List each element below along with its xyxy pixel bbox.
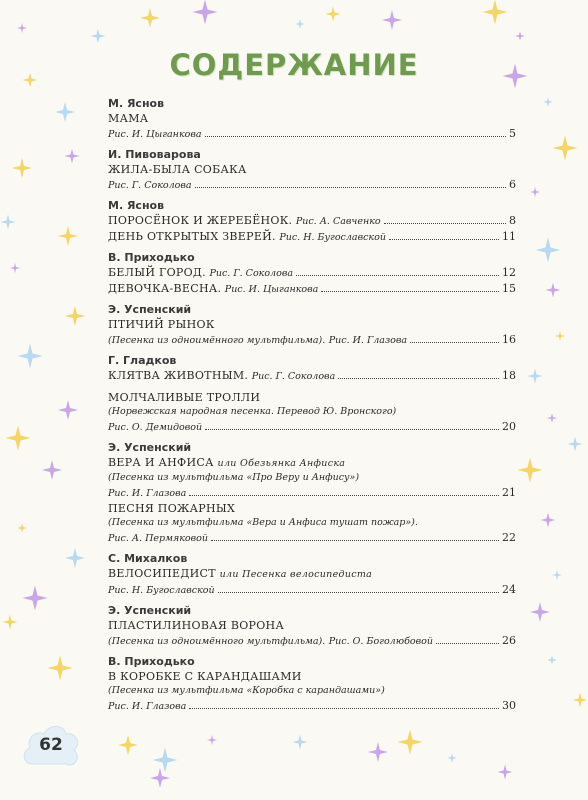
toc-page-number: 6 [509, 178, 516, 191]
star-icon [3, 615, 18, 630]
star-icon [518, 458, 543, 483]
star-icon [568, 437, 583, 452]
toc-note: (Песенка из одноимённого мультфильма). [108, 636, 326, 647]
toc-note: (Песенка из мультфильма «Коробка с карандашами») [108, 685, 385, 696]
toc-entry [108, 281, 516, 297]
page-title: СОДЕРЖАНИЕ [169, 48, 419, 82]
star-icon [536, 238, 561, 263]
toc-illustrator: Рис. Н. Бугославской [279, 232, 386, 243]
toc-work-title [108, 455, 516, 471]
toc-page-number: 21 [502, 486, 516, 499]
toc-author: В. Приходько [108, 655, 195, 668]
toc-leader-dots [321, 291, 499, 292]
toc-leader-dots [384, 223, 506, 224]
toc-section [108, 97, 516, 142]
star-icon [528, 369, 543, 384]
star-icon [573, 693, 588, 708]
toc-author: В. Приходько [108, 251, 195, 264]
toc-illustrator: Рис. И. Цыганкова [108, 129, 202, 140]
toc-section [108, 441, 516, 546]
star-icon [368, 742, 388, 762]
toc-work-name: МАМА [108, 112, 149, 125]
toc-page-number: 15 [502, 282, 516, 295]
star-icon [530, 602, 550, 622]
star-icon [55, 102, 75, 122]
toc-leader-dots [296, 275, 499, 276]
toc-section [108, 604, 516, 649]
star-icon [326, 7, 341, 22]
toc-work-title: ПОРОСЁНОК И ЖЕРЕБЁНОК. [108, 214, 293, 227]
star-icon [547, 413, 557, 423]
toc-note: (Песенка из одноимённого мультфильма). [108, 335, 326, 346]
star-icon [382, 10, 402, 30]
toc-leader-dots [205, 136, 506, 137]
toc-illustrator: Рис. Н. Бугославской [108, 585, 215, 596]
toc-illustrator: Рис. О. Боголюбовой [328, 636, 433, 647]
star-icon [58, 226, 78, 246]
star-icon [293, 735, 308, 750]
toc-page-number: 5 [509, 127, 516, 140]
toc-illustrator: Рис. И. Глазова [108, 488, 187, 499]
star-icon [6, 426, 31, 451]
toc-author: С. Михалков [108, 552, 188, 565]
toc-work-alt-title: или Обезьянка Анфиска [217, 458, 346, 469]
star-icon [447, 753, 457, 763]
toc-leader-dots [211, 540, 499, 541]
star-icon [295, 19, 305, 29]
toc-author: Э. Успенский [108, 604, 192, 617]
toc-work-title [108, 317, 516, 332]
toc-page-number: 8 [509, 214, 516, 227]
toc-entry [108, 368, 516, 384]
toc-work-title: ДЕНЬ ОТКРЫТЫХ ЗВЕРЕЙ. [108, 230, 276, 243]
star-icon [153, 748, 178, 773]
toc-work-name: ПЕСНЯ ПОЖАРНЫХ [108, 502, 236, 515]
star-icon [515, 31, 525, 41]
toc-page-number: 30 [502, 699, 516, 712]
star-icon [10, 263, 20, 273]
toc-work-name: ПТИЧИЙ РЫНОК [108, 318, 215, 331]
toc-note: (Песенка из мультфильма «Про Веру и Анфису») [108, 472, 360, 483]
star-icon [65, 548, 85, 568]
toc-section [108, 354, 516, 384]
toc-entry [108, 229, 516, 245]
toc-work-title: БЕЛЫЙ ГОРОД. [108, 266, 206, 279]
toc-entry [108, 332, 516, 348]
toc-entry [108, 582, 516, 598]
toc-author: М. Яснов [108, 199, 165, 212]
page-number: 62 [39, 735, 63, 755]
toc-entry [108, 213, 516, 229]
star-icon [553, 136, 578, 161]
star-icon [547, 655, 557, 665]
toc-page-number: 26 [502, 634, 516, 647]
star-icon [552, 570, 562, 580]
toc-section [108, 148, 516, 193]
star-icon [140, 8, 160, 28]
toc-work-title: КЛЯТВА ЖИВОТНЫМ. [108, 369, 249, 382]
star-icon [498, 765, 513, 780]
toc-leader-dots [189, 495, 499, 496]
toc-section [108, 552, 516, 598]
toc-entry [108, 698, 516, 714]
toc-work-title [108, 501, 516, 516]
toc-illustrator: Рис. О. Демидовой [108, 422, 203, 433]
toc-illustrator: Рис. И. Глазова [108, 701, 187, 712]
star-icon [207, 735, 217, 745]
toc-author: Г. Гладков [108, 354, 177, 367]
toc-work-title [108, 566, 516, 582]
toc-work-title [108, 390, 516, 405]
toc-section [108, 199, 516, 245]
toc-work-title [108, 669, 516, 684]
table-of-contents [108, 97, 516, 720]
toc-entry [108, 485, 516, 501]
toc-page-number: 11 [502, 230, 516, 243]
toc-leader-dots [436, 643, 499, 644]
star-icon [12, 158, 32, 178]
toc-leader-dots [389, 239, 499, 240]
toc-illustrator: Рис. Г. Соколова [108, 180, 192, 191]
toc-work-name: ВЕРА И АНФИСА [108, 456, 214, 469]
toc-section [108, 303, 516, 348]
toc-page-number: 16 [502, 333, 516, 346]
toc-author: Э. Успенский [108, 303, 192, 316]
toc-page-number: 20 [502, 420, 516, 433]
toc-illustrator: Рис. И. Глазова [328, 335, 408, 346]
toc-author: И. Пивоварова [108, 148, 201, 161]
toc-work-title [108, 618, 516, 633]
toc-illustrator: Рис. И. Цыганкова [224, 284, 319, 295]
toc-page-number: 18 [502, 369, 516, 382]
star-icon [18, 344, 43, 369]
toc-work-name: В КОРОБКЕ С КАРАНДАШАМИ [108, 670, 302, 683]
star-icon [398, 730, 423, 755]
toc-note: (Песенка из мультфильма «Вера и Анфиса тушат пожар»). [108, 517, 418, 528]
star-icon [23, 586, 48, 611]
toc-section [108, 251, 516, 297]
star-icon [17, 523, 27, 533]
toc-entry [108, 177, 516, 193]
toc-author: М. Яснов [108, 97, 165, 110]
star-icon [17, 23, 27, 33]
star-icon [42, 460, 62, 480]
star-icon [555, 331, 565, 341]
toc-work-name: ВЕЛОСИПЕДИСТ [108, 567, 216, 580]
star-icon [483, 0, 508, 25]
star-icon [65, 306, 85, 326]
toc-page-number: 22 [502, 531, 516, 544]
toc-leader-dots [205, 429, 499, 430]
star-icon [1, 215, 16, 230]
toc-leader-dots [218, 592, 499, 593]
star-icon [530, 187, 540, 197]
toc-note: (Норвежская народная песенка. Перевод Ю. Вронского) [108, 406, 397, 417]
toc-entry [108, 419, 516, 435]
toc-leader-dots [410, 342, 499, 343]
toc-entry [108, 633, 516, 649]
star-icon [193, 0, 218, 25]
toc-work-title: ДЕВОЧКА-ВЕСНА. [108, 282, 222, 295]
toc-page-number: 12 [502, 266, 516, 279]
toc-section [108, 655, 516, 714]
toc-leader-dots [195, 187, 506, 188]
toc-section [108, 390, 516, 435]
toc-work-title [108, 111, 516, 126]
toc-page-number: 24 [502, 583, 516, 596]
star-icon [541, 513, 556, 528]
toc-work-name: ЖИЛА-БЫЛА СОБАКА [108, 163, 247, 176]
star-icon [118, 735, 138, 755]
toc-leader-dots [189, 708, 499, 709]
toc-leader-dots [338, 378, 499, 379]
star-icon [546, 283, 561, 298]
toc-author: Э. Успенский [108, 441, 192, 454]
star-icon [150, 768, 170, 788]
toc-illustrator: Рис. А. Савченко [295, 216, 381, 227]
toc-work-name: МОЛЧАЛИВЫЕ ТРОЛЛИ [108, 391, 261, 404]
toc-entry [108, 126, 516, 142]
toc-work-title [108, 162, 516, 177]
toc-entry [108, 530, 516, 546]
star-icon [48, 656, 73, 681]
toc-illustrator: Рис. Г. Соколова [209, 268, 294, 279]
star-icon [91, 29, 106, 44]
toc-illustrator: Рис. Г. Соколова [251, 371, 336, 382]
toc-illustrator: Рис. А. Пермяковой [108, 533, 209, 544]
star-icon [65, 149, 80, 164]
toc-work-name: ПЛАСТИЛИНОВАЯ ВОРОНА [108, 619, 285, 632]
toc-entry [108, 265, 516, 281]
star-icon [543, 97, 553, 107]
toc-work-alt-title: или Песенка велосипедиста [219, 569, 373, 580]
star-icon [58, 400, 78, 420]
